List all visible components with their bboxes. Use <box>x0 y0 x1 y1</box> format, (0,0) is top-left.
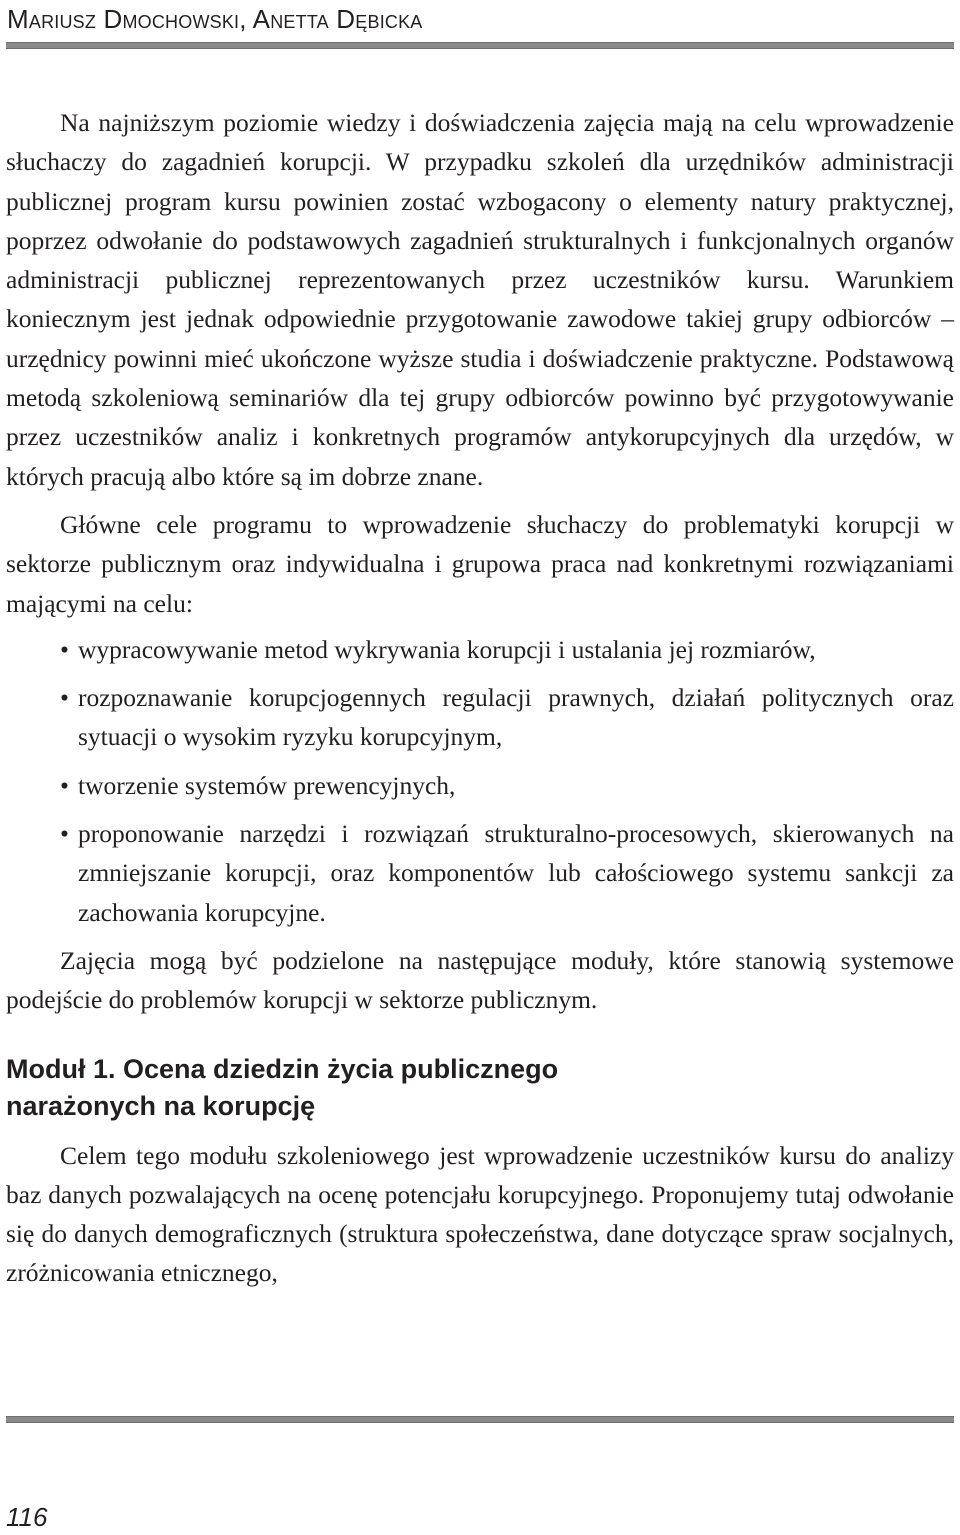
bullet-marker: • <box>60 770 69 800</box>
bullet-marker: • <box>60 634 69 664</box>
list-item <box>6 814 954 932</box>
running-header: Mariusz Dmochowski, Anetta Dębicka <box>7 4 423 34</box>
list-item <box>6 678 954 757</box>
goals-list <box>6 630 954 932</box>
paragraph: Celem tego modułu szkoleniowego jest wprowadzenie uczestników kursu do analizy baz danych pozwalających na ocenę potencjału korupcyjnego. Proponujemy tutaj odwołanie się do danych demograficznych (struktura społeczeństwa, dane dotyczące spraw socjalnych, zróżnicowania etnicznego, <box>6 1140 954 1288</box>
section-heading-line: Moduł 1. Ocena dziedzin życia publicznego <box>6 1053 559 1084</box>
page-body <box>6 103 954 1293</box>
list-item <box>6 766 954 805</box>
page-number: 116 <box>6 1502 48 1532</box>
paragraph: Na najniższym poziomie wiedzy i doświadczenia zajęcia mają na celu wprowadzenie słuchaczy do zagadnień korupcji. W przypadku szkoleń dla urzędników administracji publicznej program kursu powinien zostać wzbogacony o elementy natury praktycznej, poprzez odwołanie do podstawowych zagadnień strukturalnych i funkcjonalnych organów administracji publicznej reprezentowanych przez uczestników kursu. Warunkiem koniecznym jest jednak odpowiednie przygotowanie zawodowe takiej grupy odbiorców – urzędnicy powinni mieć ukończone wyższe studia i doświadczenie praktyczne. Podstawową metodą szkoleniową seminariów dla tej grupy odbiorców powinno być przygotowywanie przez uczestników analiz i konkretnych programów antykorupcyjnych dla urzędów, w których pracują albo które są im dobrze znane. <box>6 108 954 491</box>
list-item-text: rozpoznawanie korupcjogennych regulacji prawnych, działań politycznych oraz sytuacji o wysokim ryzyku korupcyjnym, <box>78 683 954 752</box>
paragraph: Zajęcia mogą być podzielone na następujące moduły, które stanowią systemowe podejście do problemów korupcji w sektorze publicznym. <box>6 945 954 1015</box>
section-heading <box>6 1051 954 1125</box>
list-item <box>6 630 954 669</box>
header-rule <box>6 42 954 49</box>
footer-rule <box>6 1416 954 1423</box>
bullet-marker: • <box>60 683 69 713</box>
list-item-text: wypracowywanie metod wykrywania korupcji i ustalania jej rozmiarów, <box>78 634 816 664</box>
list-item-text: proponowanie narzędzi i rozwiązań strukturalno-procesowych, skierowanych na zmniejszanie korupcji, oraz komponentów lub całościowego systemu sankcji za zachowania korupcyjne. <box>78 819 954 927</box>
list-item-text: tworzenie systemów prewencyjnych, <box>78 770 456 800</box>
section-heading-line: narażonych na korupcję <box>6 1090 316 1121</box>
bullet-marker: • <box>60 819 69 849</box>
paragraph: Główne cele programu to wprowadzenie słuchaczy do problematyki korupcji w sektorze publicznym oraz indywidualna i grupowa praca nad konkretnymi rozwiązaniami mającymi na celu: <box>6 509 954 618</box>
